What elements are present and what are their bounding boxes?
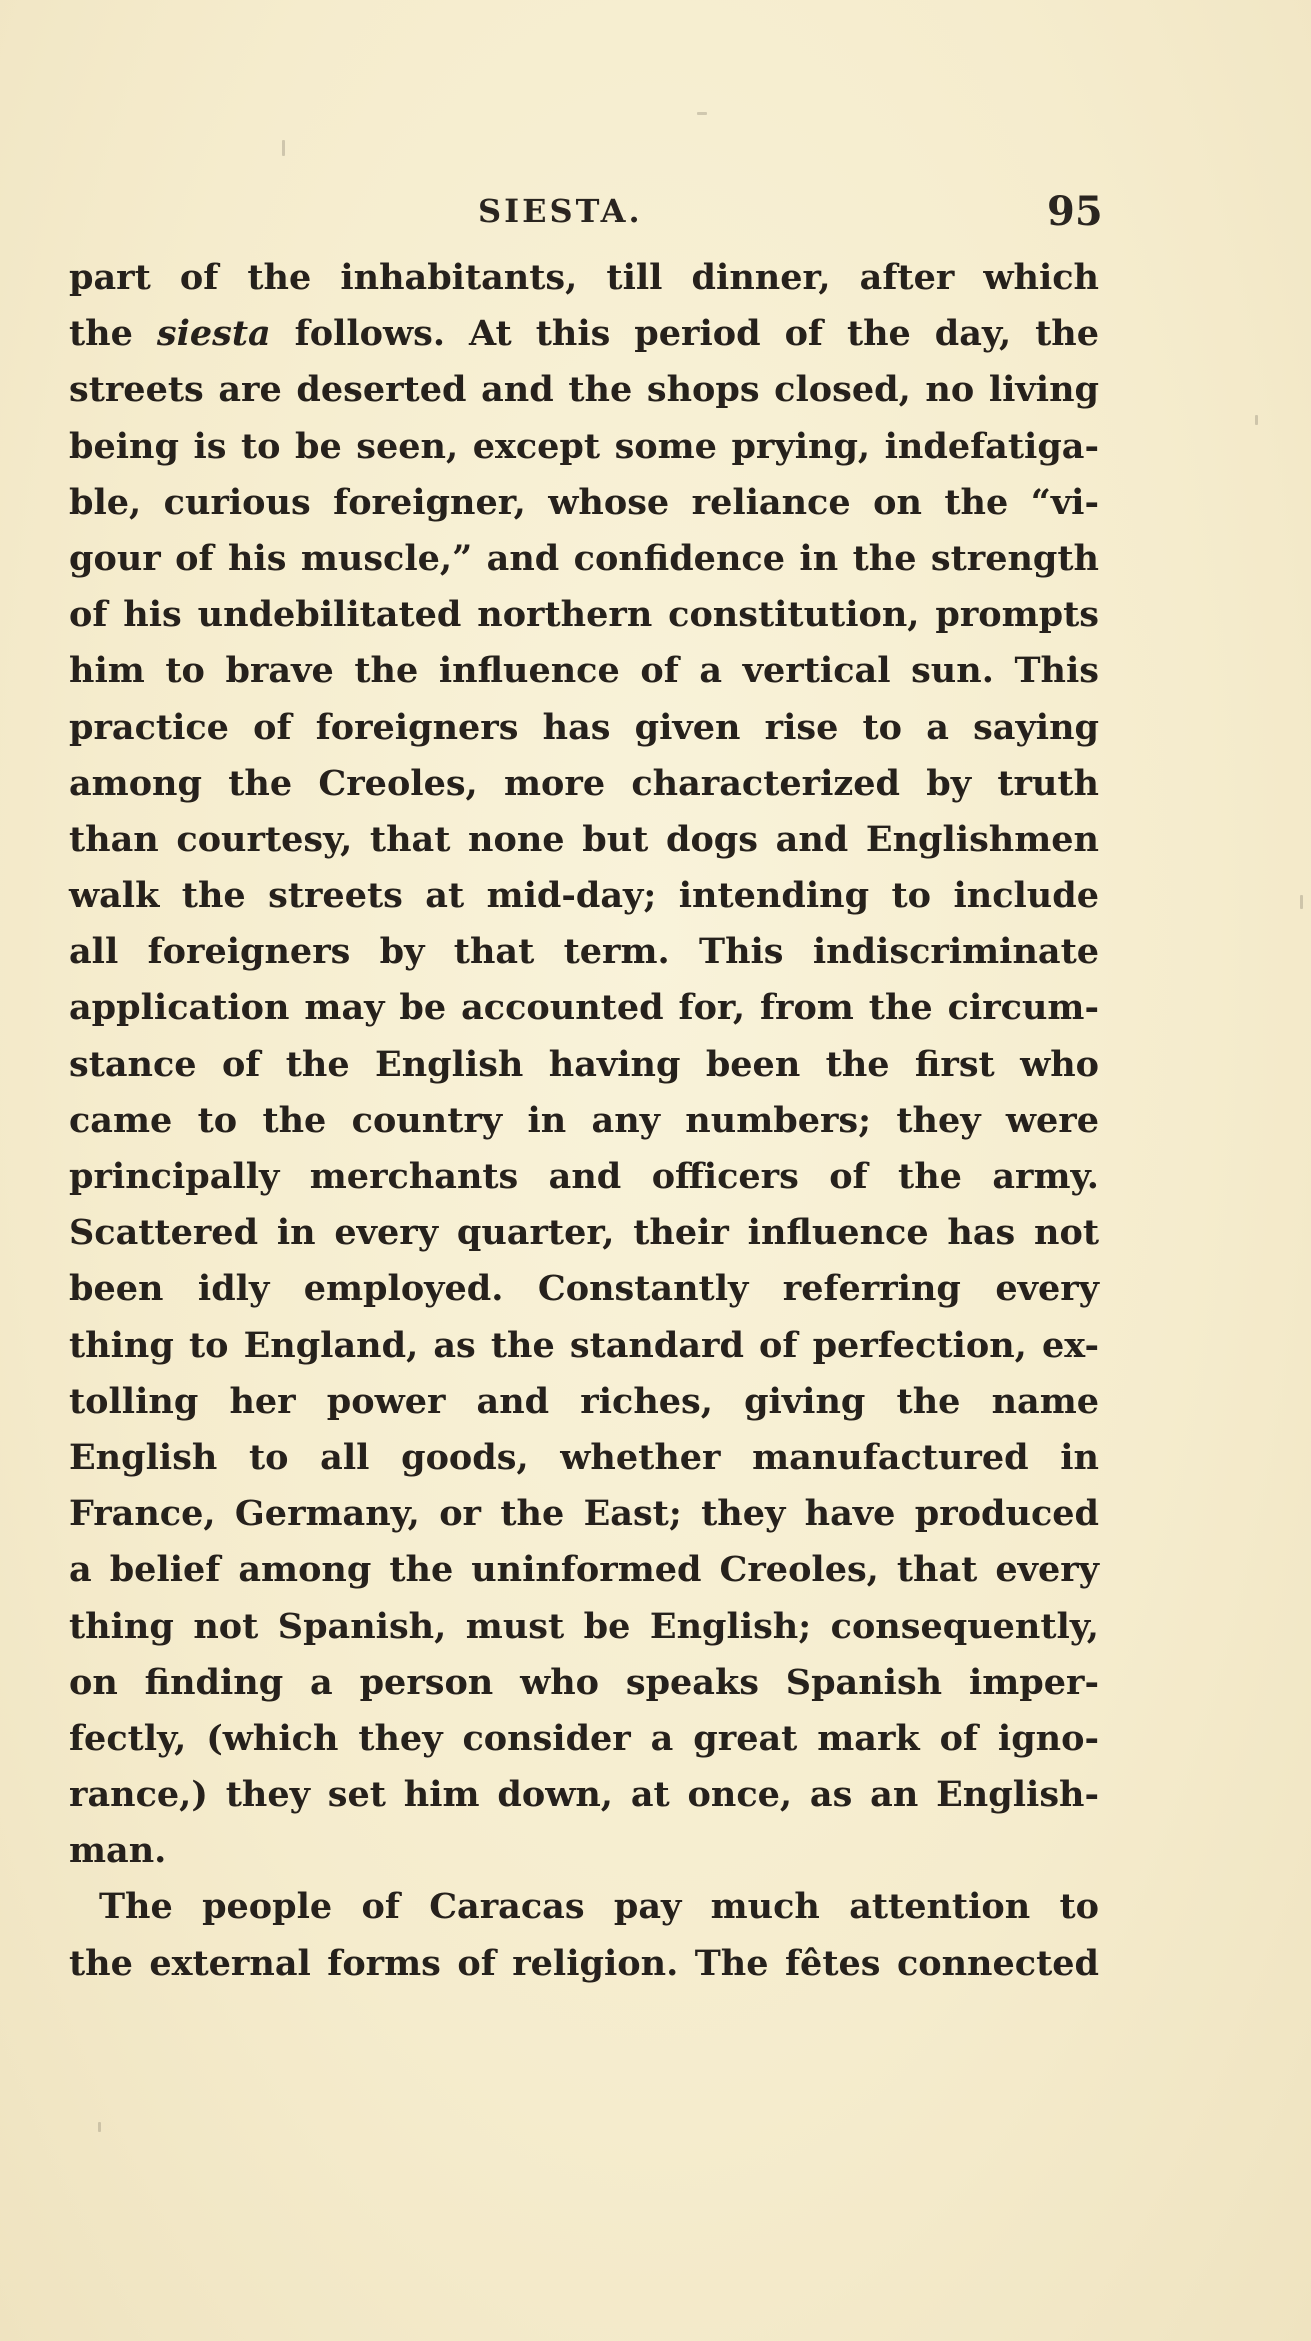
text-line: of his undebilitated northern constitution, prompts — [69, 594, 1099, 636]
text-fragment: follows. At this period of the day, the — [270, 313, 1099, 355]
text-line: ble, curious foreigner, whose reliance on the “vi- — [69, 481, 1099, 523]
text-line: application may be accounted for, from the circum- — [69, 987, 1099, 1029]
paper-speck — [282, 140, 285, 156]
text-line: tolling her power and riches, giving the name — [69, 1380, 1099, 1422]
text-line: streets are deserted and the shops closed, no living — [69, 369, 1099, 411]
text-line: than courtesy, that none but dogs and Englishmen — [69, 818, 1099, 860]
text-line: Scattered in every quarter, their influence has not — [69, 1212, 1099, 1254]
text-line: rance,) they set him down, at once, as an English- — [69, 1774, 1099, 1816]
text-line: the external forms of religion. The fêtes connected — [69, 1942, 1099, 1984]
text-line: man. — [69, 1830, 167, 1872]
text-line: The people of Caracas pay much attention to — [99, 1886, 1099, 1928]
text-line: being is to be seen, except some prying, indefatiga- — [69, 425, 1099, 467]
running-head: SIESTA. — [478, 192, 643, 230]
text-line: stance of the English having been the first who — [69, 1043, 1099, 1085]
page-number: 95 — [1047, 188, 1103, 235]
text-line-with-italic — [69, 306, 1099, 362]
text-line: been idly employed. Constantly referring every — [69, 1268, 1099, 1310]
text-line: practice of foreigners has given rise to a saying — [69, 706, 1099, 748]
paragraph-2 — [69, 1879, 1099, 1991]
text-line: among the Creoles, more characterized by truth — [69, 762, 1099, 804]
text-line: on finding a person who speaks Spanish imper- — [69, 1661, 1099, 1703]
text-line: a belief among the uninformed Creoles, that every — [69, 1549, 1099, 1591]
text-line: principally merchants and officers of the army. — [69, 1156, 1099, 1197]
italic-word-siesta: siesta — [156, 313, 271, 355]
paragraph-1 — [69, 250, 1099, 1879]
text-line: gour of his muscle,” and confidence in the strength — [69, 537, 1099, 579]
text-line: thing not Spanish, must be English; consequently, — [69, 1605, 1099, 1647]
page-header — [0, 188, 1311, 242]
text-fragment: the — [69, 313, 157, 355]
paper-speck — [1255, 415, 1258, 425]
text-line: came to the country in any numbers; they were — [69, 1099, 1099, 1141]
text-line: part of the inhabitants, till dinner, after which — [69, 257, 1099, 298]
text-line: France, Germany, or the East; they have produced — [69, 1493, 1099, 1535]
paper-speck — [697, 112, 707, 115]
body-text — [69, 250, 1099, 1992]
text-line: fectly, (which they consider a great mark of igno- — [69, 1717, 1099, 1759]
paper-speck — [1300, 895, 1303, 909]
text-line: walk the streets at mid-day; intending to include — [69, 875, 1099, 917]
text-line: thing to England, as the standard of perfection, ex- — [69, 1324, 1099, 1366]
text-line: him to brave the influence of a vertical sun. This — [69, 650, 1099, 692]
paper-speck — [98, 2122, 101, 2132]
text-line: English to all goods, whether manufactured in — [69, 1436, 1099, 1478]
text-line: all foreigners by that term. This indiscriminate — [69, 931, 1099, 973]
